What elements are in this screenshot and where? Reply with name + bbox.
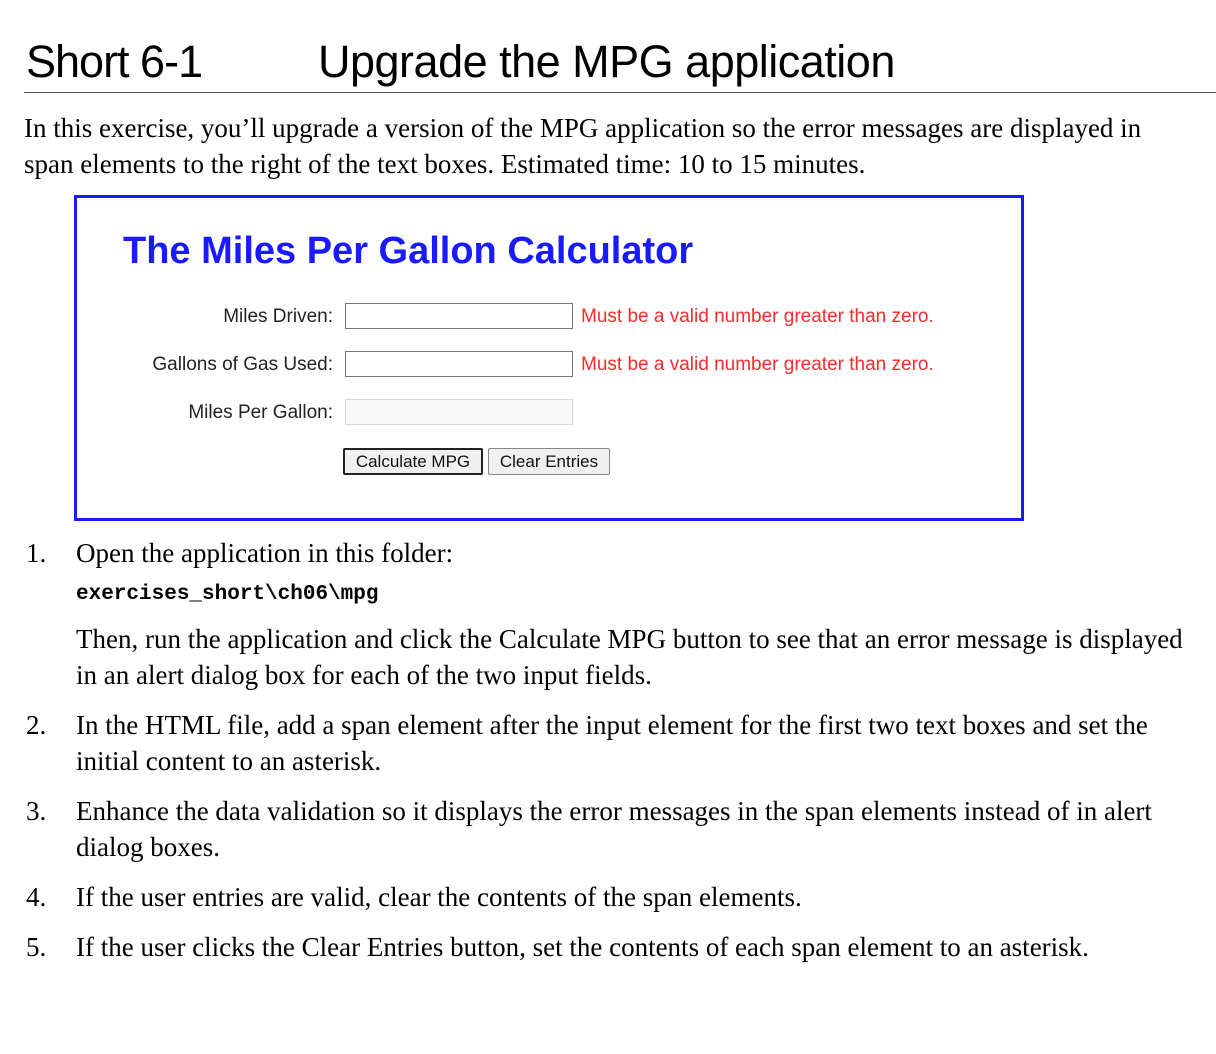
step-followup-text: Then, run the application and click the Calculate MPG button to see that an error message is displayed in an alert dialog box for each of the two input fields. xyxy=(76,624,1183,690)
gallons-used-row xyxy=(77,351,1021,379)
mpg-result-field xyxy=(345,399,573,425)
miles-driven-input[interactable] xyxy=(345,303,573,329)
mpg-app-screenshot xyxy=(74,195,1024,521)
step-text: If the user entries are valid, clear the contents of the span elements. xyxy=(76,882,802,912)
mpg-result-label: Miles Per Gallon: xyxy=(188,402,333,423)
miles-driven-label: Miles Driven: xyxy=(223,306,333,327)
folder-path: exercises_short\ch06\mpg xyxy=(76,583,379,606)
step-number: 5. xyxy=(26,932,47,962)
mpg-result-row xyxy=(77,399,1021,427)
step-number: 1. xyxy=(26,538,47,568)
step-item xyxy=(24,879,1194,915)
calculate-mpg-button[interactable]: Calculate MPG xyxy=(343,448,483,475)
step-number: 2. xyxy=(26,710,47,740)
step-number: 3. xyxy=(26,796,47,826)
clear-entries-button[interactable]: Clear Entries xyxy=(488,448,610,475)
gallons-used-label: Gallons of Gas Used: xyxy=(152,354,333,375)
gallons-used-error: Must be a valid number greater than zero. xyxy=(581,354,934,375)
step-item xyxy=(24,535,1194,693)
step-item xyxy=(24,929,1194,965)
step-item xyxy=(24,707,1194,779)
step-text: In the HTML file, add a span element after the input element for the first two text boxes and set the initial content to an asterisk. xyxy=(76,710,1148,776)
step-text: Open the application in this folder: xyxy=(76,538,454,568)
exercise-number: Short 6-1 xyxy=(26,36,203,87)
miles-driven-row xyxy=(77,303,1021,331)
step-text: If the user clicks the Clear Entries button, set the contents of each span element to an asterisk. xyxy=(76,932,1089,962)
step-number: 4. xyxy=(26,882,47,912)
miles-driven-error: Must be a valid number greater than zero. xyxy=(581,306,934,327)
step-text: Enhance the data validation so it displays the error messages in the span elements instead of in alert dialog boxes. xyxy=(76,796,1152,862)
gallons-used-input[interactable] xyxy=(345,351,573,377)
exercise-title: Upgrade the MPG application xyxy=(318,36,895,87)
app-title: The Miles Per Gallon Calculator xyxy=(123,230,694,272)
intro-paragraph: In this exercise, you’ll upgrade a version of the MPG application so the error messages are displayed in span elements to the right of the text boxes. Estimated time: 10 to 15 minutes. xyxy=(24,113,1142,179)
exercise-header xyxy=(24,30,1216,93)
steps-list xyxy=(24,535,1194,979)
step-item xyxy=(24,793,1194,865)
